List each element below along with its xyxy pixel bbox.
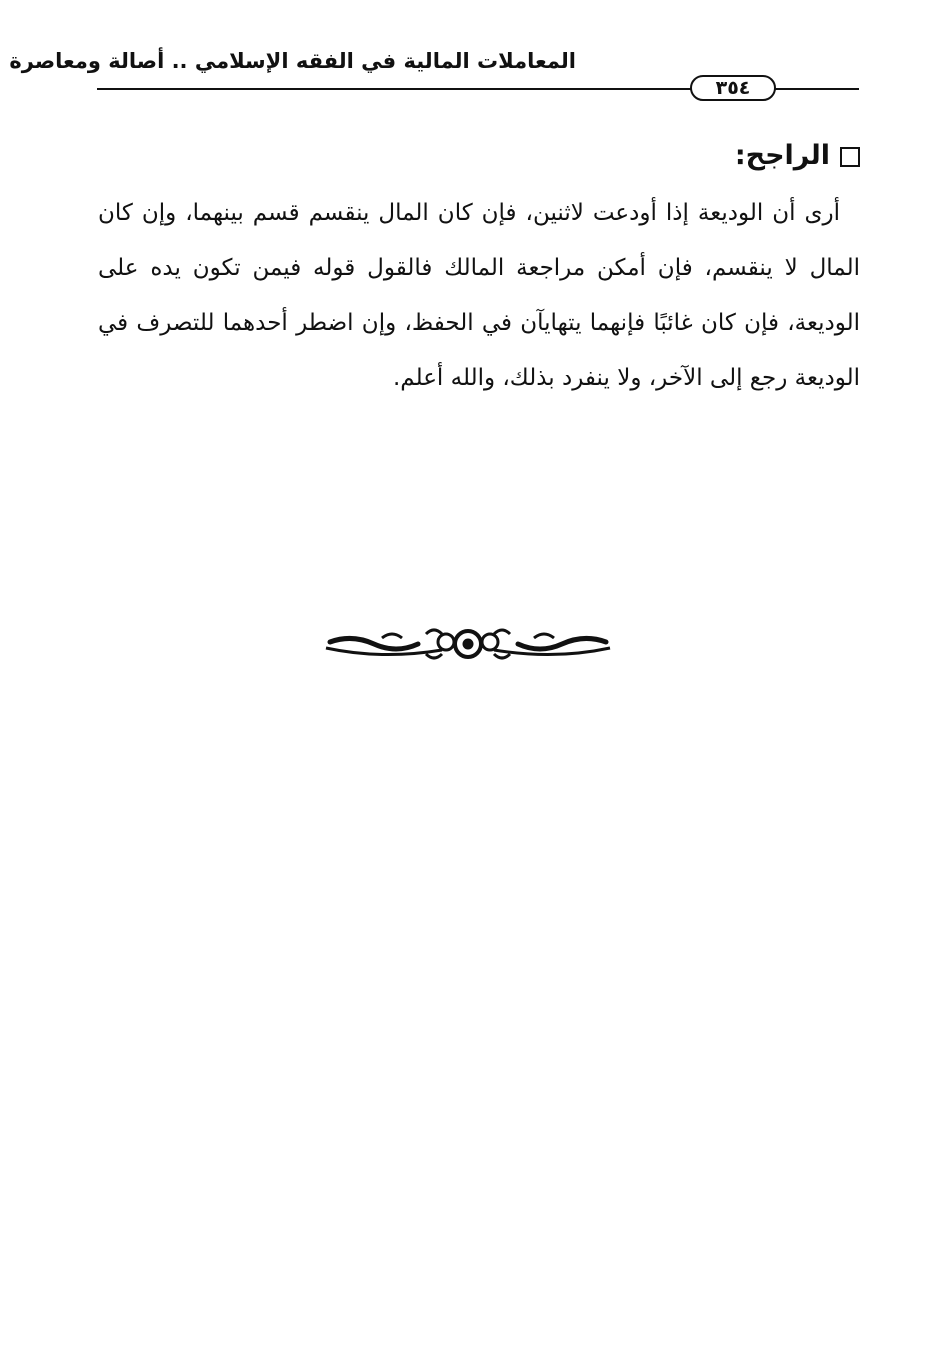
decorative-divider-ornament-icon	[322, 620, 614, 670]
body-paragraph: أرى أن الوديعة إذا أودعت لاثنين، فإن كان المال ينقسم قسم بينهما، وإن كان المال لا ينقسم، فإن أمكن مراجعة المالك فالقول قوله فيمن تكون يده على الوديعة، فإن كان غائبًا فإنهما يتهايآن في الحفظ، وإن اضطر أحدهما للتصرف في الوديعة رجع إلى الآخر، ولا ينفرد بذلك، والله أعلم.	[98, 200, 860, 391]
running-title: المعاملات المالية في الفقه الإسلامي .. أصالة ومعاصرة	[9, 49, 576, 73]
square-checkbox-icon	[840, 147, 860, 167]
section-heading	[735, 136, 860, 176]
page-number: ٣٥٤	[690, 75, 776, 101]
section-heading-text: الراجح:	[734, 140, 830, 171]
